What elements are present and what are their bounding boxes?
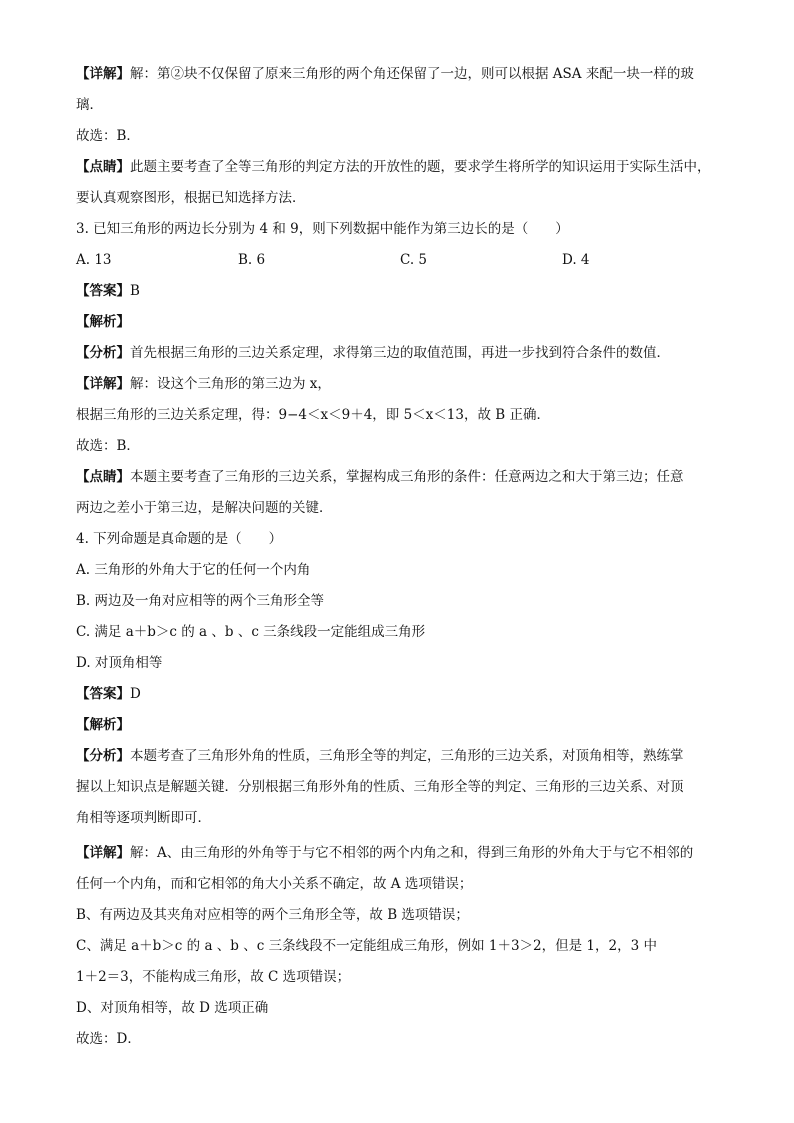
detail-text: 解：设这个三角形的第三边为 x， [130, 376, 331, 392]
option-a: A. 三角形的外角大于它的任何一个内角 [76, 562, 311, 578]
fenxi-line-cont: 角相等逐项判断即可． [76, 810, 211, 826]
answer-tag: 【答案】 [76, 686, 130, 702]
choose-line: 故选：B． [76, 438, 140, 454]
choose-line: 故选：B． [76, 128, 140, 144]
comment-text: 本题主要考查了三角形的三边关系，掌握构成三角形的条件：任意两边之和大于第三边；任意 [130, 469, 684, 485]
question-3-stem: 3. 已知三角形的两边长分别为 4 和 9，则下列数据中能作为第三边长的是（ ） [76, 221, 569, 237]
fenxi-line [76, 343, 738, 363]
detail-line-cont: 根据三角形的三边关系定理，得：9−4＜x＜9＋4，即 5＜x＜13，故 B 正确． [76, 407, 550, 423]
option-d: D. 对顶角相等 [76, 655, 163, 671]
fenxi-tag: 【分析】 [76, 345, 130, 361]
analysis-tag: 【解析】 [76, 314, 130, 330]
answer-value: D [130, 686, 141, 702]
option-b: B. 6 [238, 252, 266, 268]
choose-line: 故选：D． [76, 1031, 141, 1047]
comment-text: 此题主要考查了全等三角形的判定方法的开放性的题，要求学生将所学的知识运用于实际生活中， [130, 159, 711, 175]
detail-tag: 【详解】 [76, 376, 130, 392]
detail-line-cont: 1＋2＝3，不能构成三角形，故 C 选项错误； [76, 969, 351, 985]
comment-line-cont: 要认真观察图形，根据已知选择方法． [76, 190, 306, 206]
comment-tag: 【点睛】 [76, 469, 130, 485]
fenxi-text: 首先根据三角形的三边关系定理，求得第三边的取值范围，再进一步找到符合条件的数值． [130, 345, 670, 361]
answer-line [76, 684, 738, 704]
detail-line-cont: 任何一个内角，而和它相邻的角大小关系不确定，故 A 选项错误； [76, 876, 473, 892]
fenxi-line-cont: 握以上知识点是解题关键．分别根据三角形外角的性质、三角形全等的判定、三角形的三边关系、对顶 [76, 779, 684, 795]
comment-line-cont: 两边之差小于第三边，是解决问题的关键． [76, 500, 333, 516]
detail-text: 解：第②块不仅保留了原来三角形的两个角还保留了一边，则可以根据 ASA 来配一块一样的玻 [130, 66, 694, 82]
answer-value: B [130, 283, 140, 299]
detail-line-cont: 璃． [76, 97, 103, 113]
answer-tag: 【答案】 [76, 283, 130, 299]
option-c: C. 满足 a＋b＞c 的 a 、b 、c 三条线段一定能组成三角形 [76, 624, 426, 640]
fenxi-line [76, 746, 738, 766]
answer-line [76, 281, 738, 301]
detail-text: 解：A、由三角形的外角等于与它不相邻的两个内角之和，得到三角形的外角大于与它不相邻的 [130, 845, 694, 861]
detail-line [76, 374, 738, 394]
detail-line [76, 64, 738, 84]
question-4-stem: 4. 下列命题是真命题的是（ ） [76, 531, 283, 547]
detail-line-cont: B、有两边及其夹角对应相等的两个三角形全等，故 B 选项错误； [76, 907, 469, 923]
analysis-tag: 【解析】 [76, 717, 130, 733]
comment-line [76, 157, 738, 177]
detail-line-cont: D、对顶角相等，故 D 选项正确 [76, 1000, 269, 1016]
comment-line [76, 467, 738, 487]
detail-line-cont: C、满足 a＋b＞c 的 a 、b 、c 三条线段不一定能组成三角形，例如 1＋3＞2，但是 1，2，3 中 [76, 938, 657, 954]
detail-tag: 【详解】 [76, 66, 130, 82]
comment-tag: 【点睛】 [76, 159, 130, 175]
option-d: D. 4 [562, 252, 590, 268]
option-b: B. 两边及一角对应相等的两个三角形全等 [76, 593, 325, 609]
option-c: C. 5 [400, 252, 428, 268]
fenxi-text: 本题考查了三角形外角的性质，三角形全等的判定，三角形的三边关系，对顶角相等，熟练掌 [130, 748, 684, 764]
option-a: A. 13 [76, 252, 112, 268]
detail-tag: 【详解】 [76, 845, 130, 861]
detail-line [76, 843, 738, 863]
fenxi-tag: 【分析】 [76, 748, 130, 764]
